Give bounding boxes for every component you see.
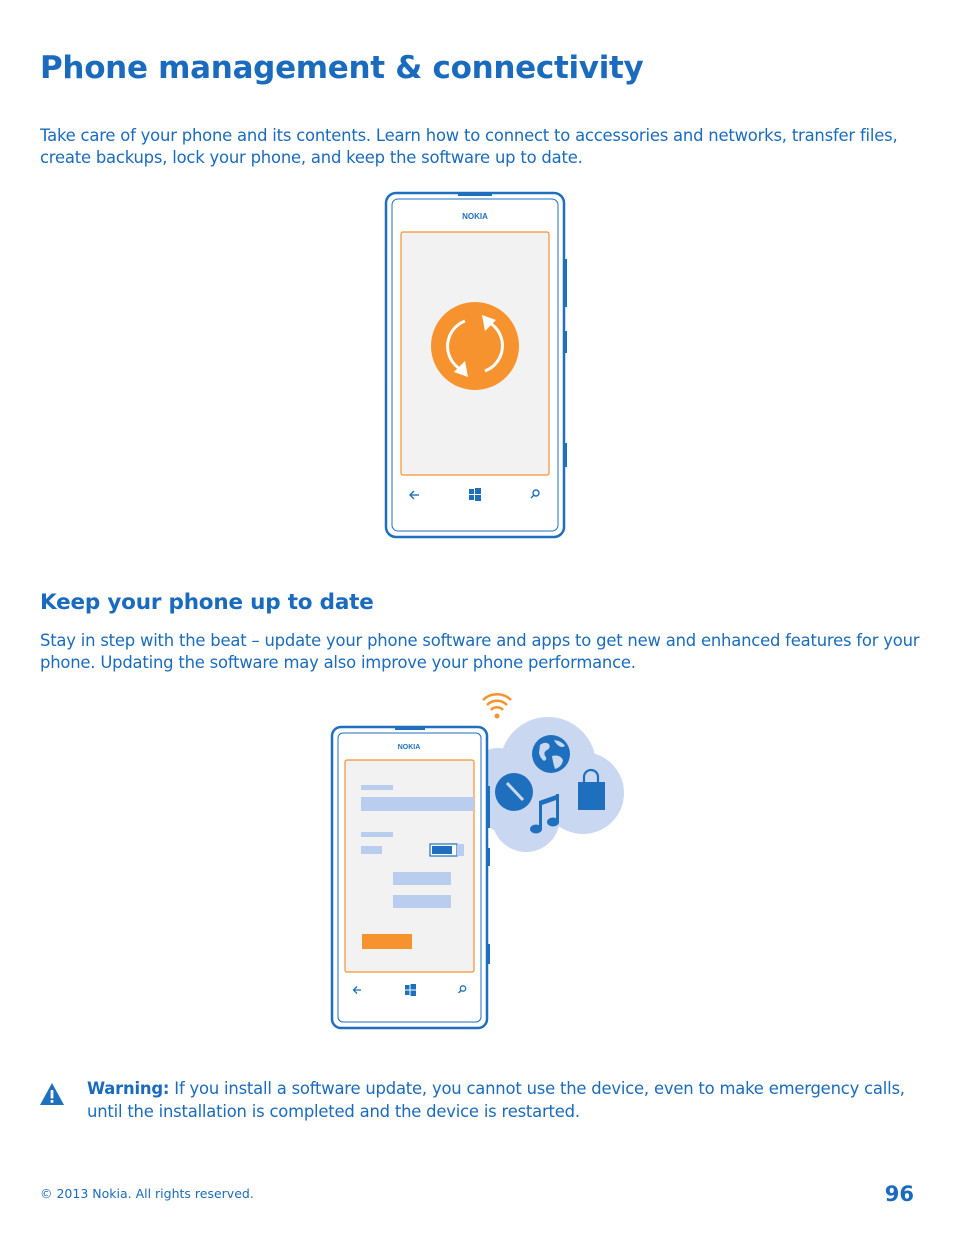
compass-icon — [495, 773, 533, 811]
wifi-icon — [483, 694, 511, 718]
intro-paragraph: Take care of your phone and its contents. Learn how to connect to accessories and networks, transfer files, create backups, lock your phone, and keep the software up to date. — [40, 126, 898, 167]
phone-update-illustration — [328, 690, 628, 1032]
page-title: Phone management & connectivity — [40, 50, 644, 86]
phone-brand-logo: NOKIA — [462, 212, 488, 221]
update-progress-button — [362, 934, 412, 949]
page-number: 96 — [884, 1182, 914, 1206]
warning-icon — [39, 1082, 65, 1106]
copyright-notice: © 2013 Nokia. All rights reserved. — [40, 1186, 254, 1201]
battery-indicator — [430, 844, 464, 856]
warning-label: Warning: — [87, 1079, 170, 1098]
globe-icon — [532, 735, 570, 773]
section-heading: Keep your phone up to date — [40, 590, 374, 615]
phone-brand-logo: NOKIA — [397, 744, 421, 751]
sync-icon — [431, 302, 519, 390]
warning-note — [87, 1077, 922, 1123]
warning-text: If you install a software update, you cannot use the device, even to make emergency calls, until the installation is completed and the device is restarted. — [87, 1079, 905, 1121]
phone-sync-illustration — [384, 191, 568, 541]
section-paragraph: Stay in step with the beat – update your phone software and apps to get new and enhanced features for your phone. Updating the software may also improve your phone performance. — [40, 631, 920, 672]
